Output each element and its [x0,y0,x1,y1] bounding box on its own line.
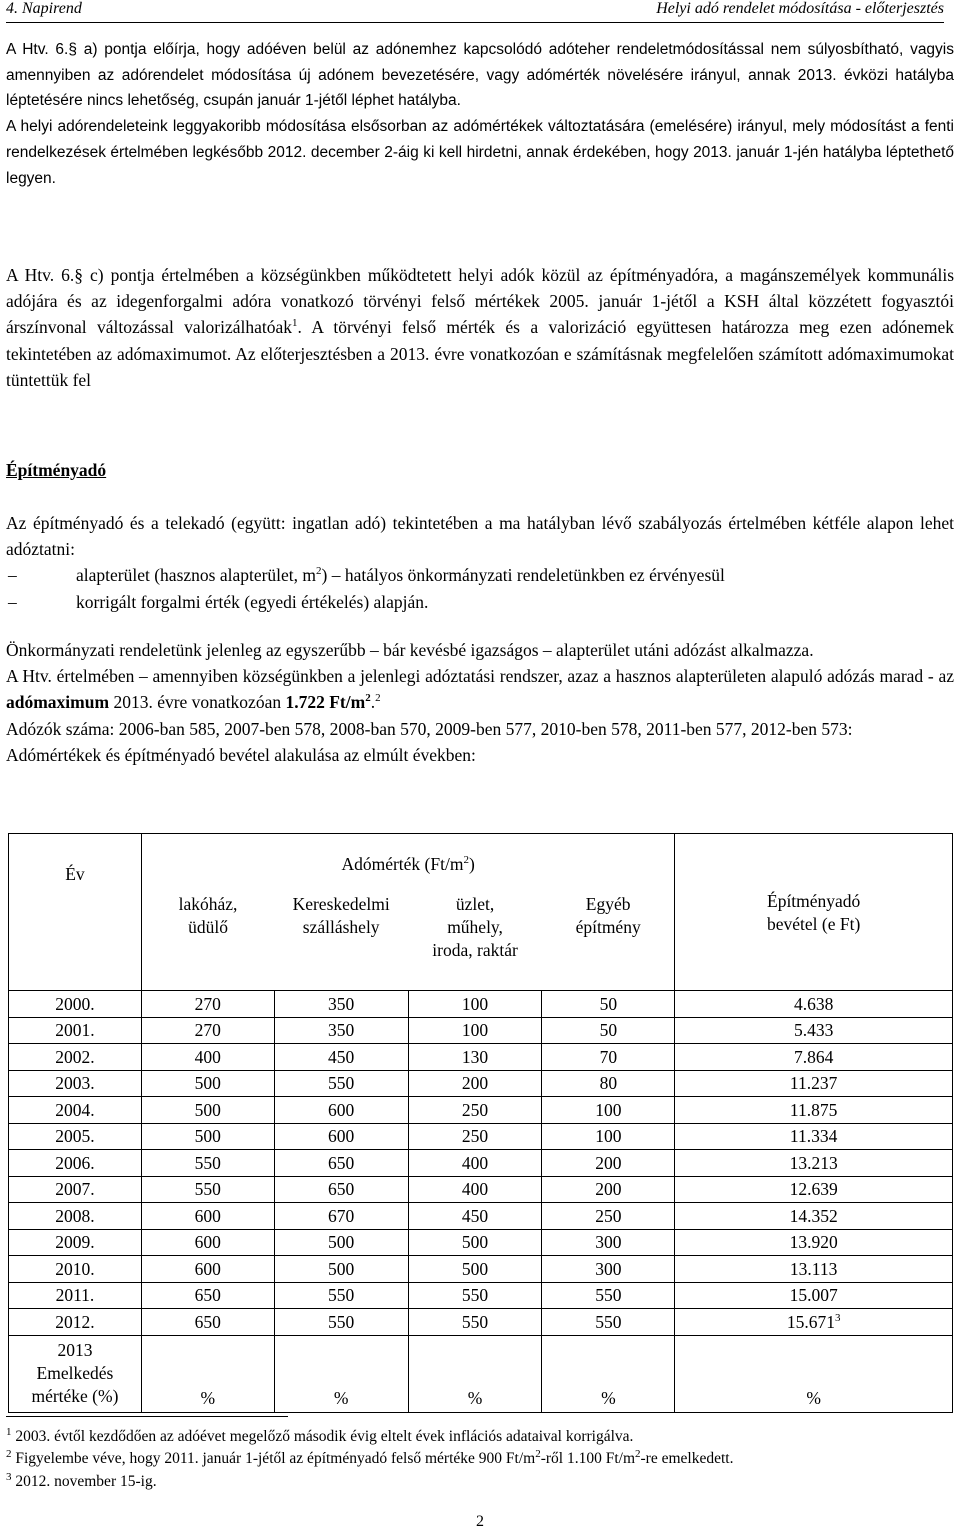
cell-line: Emelkedés [36,1363,114,1383]
superscript: 2 [463,853,469,866]
value-cell: 270 [141,1017,274,1044]
header-line: Kereskedelmi [292,894,390,915]
paragraph-htv-6a [6,37,954,191]
paragraph-taxation-basis [6,510,954,615]
value-cell: 500 [141,1070,274,1097]
header-line: üdülő [188,917,228,938]
table-row [9,1203,953,1230]
footnote-2 [6,1449,733,1469]
footnote-1 [6,1427,633,1447]
value-cell: 200 [542,1150,675,1177]
value-cell: 550 [141,1150,274,1177]
revenue-cell: 13.113 [675,1256,953,1283]
year-cell: 2011. [9,1282,142,1309]
table-row [9,1150,953,1177]
value-cell: 500 [141,1097,274,1124]
text-part: . [370,692,376,713]
value-cell: 80 [542,1070,675,1097]
column-header-commercial [274,893,408,990]
value-cell: 650 [274,1176,408,1203]
paragraph-current-regulation [6,637,954,768]
value-cell: 670 [274,1203,408,1230]
paragraph-text: Adómértékek és építményadó bevétel alakulása az elmúlt években: [6,744,476,765]
value-cell: 600 [274,1123,408,1150]
year-cell: 2012. [9,1309,142,1336]
year-cell: 2007. [9,1176,142,1203]
header-line: szálláshely [302,917,380,938]
value-cell: 550 [408,1309,542,1336]
header-line: lakóház, [178,894,238,915]
table-row [9,1309,953,1336]
paragraph-text: Adózók száma: 2006-ban 585, 2007-ben 578, 2008-ban 570, 2009-ben 577, 2010-ben 578, 2011-ben 577, 2012-ben 573: [6,718,853,739]
value-cell: 350 [274,1017,408,1044]
list-item [6,562,954,588]
dash-bullet: – [8,591,17,612]
column-header-other [542,893,675,990]
percent-cell: % [408,1335,542,1412]
paragraph-text [6,663,954,715]
superscript: 2 [635,1447,641,1460]
value-text: 15.671 [786,1311,835,1332]
value-cell: 100 [408,991,542,1018]
value-text: 1.722 Ft/m [285,692,366,713]
value-cell: 550 [542,1282,675,1309]
table-row [9,1335,953,1412]
table-row [9,1256,953,1283]
table-row [9,1176,953,1203]
footnote-number: 3 [6,1470,12,1483]
value-cell: 400 [408,1150,542,1177]
page-header [6,0,944,23]
column-header-shop [408,893,542,990]
header-text: ) [468,853,475,874]
value-cell: 350 [274,991,408,1018]
table-row [9,1097,953,1124]
column-header-residential [141,893,274,990]
column-header-revenue [675,834,953,991]
footnote-text: -re emelkedett. [640,1450,734,1467]
value-cell: 100 [542,1123,675,1150]
footnote-ref: 1 [292,317,298,330]
tax-rate-table [8,833,953,1413]
column-header-year: Év [9,834,142,991]
value-cell: 500 [141,1123,274,1150]
header-line: üzlet, [455,894,495,915]
footnote-ref: 3 [834,1311,841,1324]
page-number: 2 [476,1513,484,1530]
year-cell [9,1335,142,1412]
revenue-cell: 13.920 [675,1229,953,1256]
value-cell: 250 [542,1203,675,1230]
revenue-cell: 15.007 [675,1282,953,1309]
footnote-text: Figyelembe véve, hogy 2011. január 1-jétől az építményadó felső mértéke 900 Ft/m [15,1450,536,1467]
year-cell: 2000. [9,991,142,1018]
superscript: 2 [316,565,322,578]
revenue-cell: 5.433 [675,1017,953,1044]
value-cell: 500 [408,1229,542,1256]
header-line: Építményadó [767,891,861,911]
table-row [9,1282,953,1309]
revenue-cell: 7.864 [675,1044,953,1071]
year-cell: 2003. [9,1070,142,1097]
value-cell: 600 [141,1203,274,1230]
value-cell: 600 [141,1256,274,1283]
list-text: korrigált forgalmi érték (egyedi értékelés) alapján. [76,591,429,612]
value-cell: 250 [408,1123,542,1150]
value-cell: 300 [542,1229,675,1256]
revenue-cell: 11.875 [675,1097,953,1124]
value-cell: 650 [141,1282,274,1309]
footnote-text: 2012. november 15-ig. [15,1473,157,1490]
header-line: bevétel (e Ft) [767,914,861,934]
percent-cell: % [141,1335,274,1412]
year-cell: 2006. [9,1150,142,1177]
list-text: ) – hatályos önkormányzati rendeletünkben ez érvényesül [321,565,725,586]
value-cell: 600 [274,1097,408,1124]
revenue-cell: 11.334 [675,1123,953,1150]
value-cell: 270 [141,991,274,1018]
value-cell: 100 [408,1017,542,1044]
header-line: Egyéb [585,894,631,915]
revenue-cell: 11.237 [675,1070,953,1097]
table-row [9,1229,953,1256]
year-cell: 2009. [9,1229,142,1256]
value-cell: 100 [542,1097,675,1124]
value-cell: 500 [408,1256,542,1283]
cell-line: mértéke (%) [31,1386,119,1406]
revenue-cell: 14.352 [675,1203,953,1230]
header-line: építmény [575,917,641,938]
value-cell: 200 [542,1176,675,1203]
text-part: A Htv. értelmében – amennyiben községünkben a jelenlegi adóztatási rendszer, azaz a hasznos alapterületen alapuló adózás marad - az [6,666,954,687]
list-item [6,589,954,615]
value-cell: 650 [274,1150,408,1177]
value-cell: 200 [408,1070,542,1097]
paragraph-text [6,262,954,393]
list-text: alapterület (hasznos alapterület, m [76,565,317,586]
year-cell: 2002. [9,1044,142,1071]
text-part: A Htv. 6.§ c) pontja értelmében a községünkben működtetett helyi adók közül az építményadóra, a magánszemélyek kommunális adójára és az idegenforgalmi adóra vonatkozó törvényi felső mértékek 2005. január 1-jétől a KSH által közzétett fogyasztói árszínvonal változással valorizálhatóak [6,265,954,338]
percent-cell: % [675,1335,953,1412]
footnote-number: 1 [6,1425,12,1438]
revenue-cell [675,1309,953,1336]
value-cell: 550 [274,1070,408,1097]
table-row [9,1044,953,1071]
header-text: Adómérték (Ft/m [341,853,464,874]
value-cell: 400 [408,1176,542,1203]
value-cell: 500 [274,1256,408,1283]
value-cell: 550 [408,1282,542,1309]
value-cell: 550 [542,1309,675,1336]
revenue-cell: 4.638 [675,991,953,1018]
value-cell: 650 [141,1309,274,1336]
text-part: 2013. évre vonatkozóan [109,692,286,713]
value-cell: 300 [542,1256,675,1283]
paragraph-text: Az építményadó és a telekadó (együtt: ingatlan adó) tekintetében a ma hatályban lévő szabályozás értelmében kétféle alapon lehet adóztatni: [6,513,954,560]
paragraph-htv-6c [6,262,954,393]
column-group-header [141,834,674,894]
header-line: iroda, raktár [432,940,518,961]
value-cell: 250 [408,1097,542,1124]
value-cell: 500 [274,1229,408,1256]
percent-cell: % [542,1335,675,1412]
value-cell: 50 [542,1017,675,1044]
table-row [9,991,953,1018]
footnote-text: 2003. évtől kezdődően az adóévet megelőző második évig eltelt évek inflációs adataival korrigálva. [15,1428,634,1445]
superscript: 2 [535,1447,541,1460]
header-line: műhely, [447,917,503,938]
value-cell: 130 [408,1044,542,1071]
value-cell: 50 [542,991,675,1018]
footnote-3 [6,1472,157,1492]
footnote-text: -ről 1.100 Ft/m [540,1450,635,1467]
value-cell: 550 [141,1176,274,1203]
paragraph-text: A Htv. 6.§ a) pontja előírja, hogy adóéven belül az adónemhez kapcsolódó adóteher rendeletmódosítással nem súlyosbítható, vagyis amennyiben az adórendelet módosítása új adónem bevezetésére, vagy adómérték növelésére irányul, annak 2013. évközi hatályba léptetésére nincs lehetőség, csupán január 1-jétől léphet hatályba. [6,41,954,110]
percent-cell: % [274,1335,408,1412]
table-row [9,1017,953,1044]
superscript: 2 [365,692,371,705]
paragraph-text: Önkormányzati rendeletünk jelenleg az egyszerűbb – bár kevésbé igazságos – alapterület utáni adózást alkalmazza. [6,640,814,660]
section-title: Építményadó [6,460,107,480]
value-cell: 450 [408,1203,542,1230]
revenue-cell: 13.213 [675,1150,953,1177]
value-cell: 550 [274,1282,408,1309]
paragraph-text: A helyi adórendeleteink leggyakoribb módosítása elsősorban az adómértékek változtatására (emelésére) irányul, mely módosítást a fenti rendelkezések értelmében legkésőbb 2012. december 2-áig ki kell hirdetni, annak érdekében, hogy 2013. január 1-jén hatályba léptethető legyen. [6,118,954,187]
header-left: 4. Napirend [6,0,82,17]
dash-bullet: – [8,565,17,586]
header-right: Helyi adó rendelet módosítása - előterjesztés [656,0,944,17]
year-cell: 2001. [9,1017,142,1044]
revenue-cell: 12.639 [675,1176,953,1203]
value-cell: 600 [141,1229,274,1256]
footnote-separator [6,1416,288,1417]
value-cell: 400 [141,1044,274,1071]
cell-line: 2013 [57,1340,93,1360]
text-part: . A törvényi felső mérték és a valorizáció együttesen határozza meg ezen adónemek tekintetében az adómaximumot. Az előterjesztésben a 2013. évre vonatkozóan e számításnak megfelelően számított adómaximumokat tüntettük fel [6,317,954,390]
year-cell: 2004. [9,1097,142,1124]
bold-value [285,692,370,712]
year-cell: 2010. [9,1256,142,1283]
value-cell: 70 [542,1044,675,1071]
year-cell: 2005. [9,1123,142,1150]
footnote-number: 2 [6,1447,12,1460]
value-cell: 550 [274,1309,408,1336]
year-cell: 2008. [9,1203,142,1230]
footnote-ref: 2 [375,692,381,705]
value-cell: 450 [274,1044,408,1071]
bold-term: adómaximum [6,692,110,713]
table-row [9,1123,953,1150]
table-row [9,1070,953,1097]
